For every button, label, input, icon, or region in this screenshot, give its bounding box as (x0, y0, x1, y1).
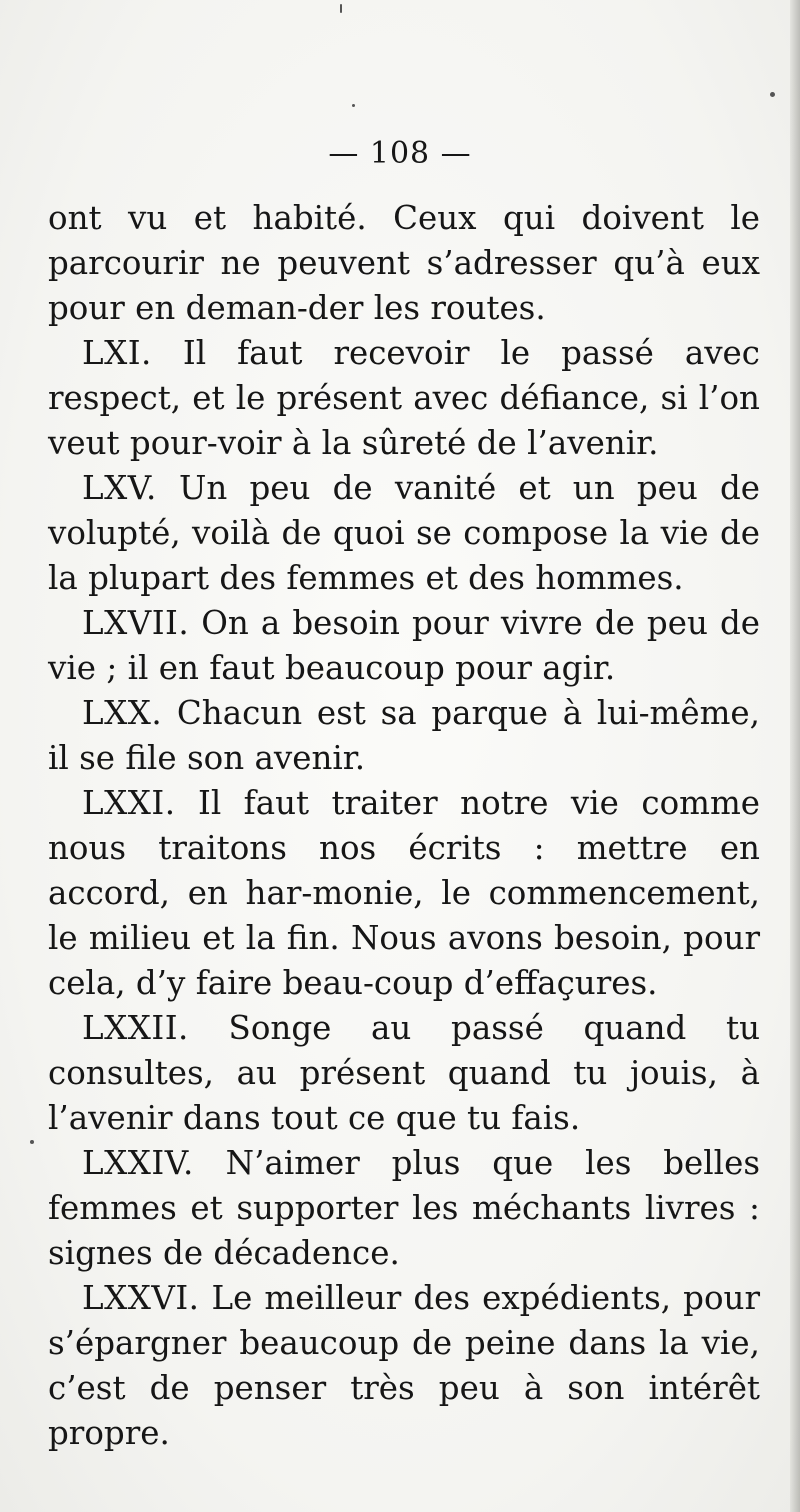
maxim-numeral: LXXII. (82, 1009, 189, 1047)
maxim-text: Le meilleur des expédients, pour s’épargner beaucoup de peine dans la vie, c’est de penser très peu à son intérêt propre. (48, 1279, 760, 1452)
maxim-numeral: LXI. (82, 334, 152, 372)
maxim-numeral: LXX. (82, 694, 163, 732)
ink-speck (770, 92, 775, 97)
maxim-lxxi (48, 781, 760, 1006)
maxim-text: Il faut traiter notre vie comme nous traitons nos écrits : mettre en accord, en har-monie, le commencement, le milieu et la fin. Nous avons besoin, pour cela, d’y faire beau-coup d’effaçures. (48, 784, 760, 1002)
page-edge-shadow (790, 0, 800, 1512)
page-body (48, 196, 760, 1456)
maxim-text: N’aimer plus que les belles femmes et supporter les méchants livres : signes de décadence. (48, 1144, 760, 1272)
maxim-text: Songe au passé quand tu consultes, au présent quand tu jouis, à l’avenir dans tout ce que tu fais. (48, 1009, 760, 1137)
ink-speck (340, 4, 342, 13)
maxim-lxxiv (48, 1141, 760, 1276)
maxim-lxi (48, 331, 760, 466)
paragraph-text: ont vu et habité. Ceux qui doivent le parcourir ne peuvent s’adresser qu’à eux pour en deman-der les routes. (48, 199, 760, 327)
maxim-lxxvi (48, 1276, 760, 1456)
ink-speck (30, 1140, 34, 1144)
maxim-numeral: LXXI. (82, 784, 176, 822)
maxim-numeral: LXV. (82, 469, 157, 507)
maxim-numeral: LXXIV. (82, 1144, 194, 1182)
maxim-numeral: LXVII. (82, 604, 190, 642)
ink-speck (352, 104, 355, 107)
maxim-text: Il faut recevoir le passé avec respect, et le présent avec défiance, si l’on veut pour-voir à la sûreté de l’avenir. (48, 334, 760, 462)
maxim-lxx (48, 691, 760, 781)
maxim-text: Chacun est sa parque à lui-même, il se file son avenir. (48, 694, 760, 777)
maxim-text: Un peu de vanité et un peu de volupté, voilà de quoi se compose la vie de la plupart des femmes et des hommes. (48, 469, 760, 597)
paragraph-continuation (48, 196, 760, 331)
maxim-numeral: LXXVI. (82, 1279, 200, 1317)
page-number: — 108 — (328, 136, 472, 171)
maxim-lxv (48, 466, 760, 601)
maxim-text: On a besoin pour vivre de peu de vie ; il en faut beaucoup pour agir. (48, 604, 760, 687)
maxim-lxxii (48, 1006, 760, 1141)
maxim-lxvii (48, 601, 760, 691)
